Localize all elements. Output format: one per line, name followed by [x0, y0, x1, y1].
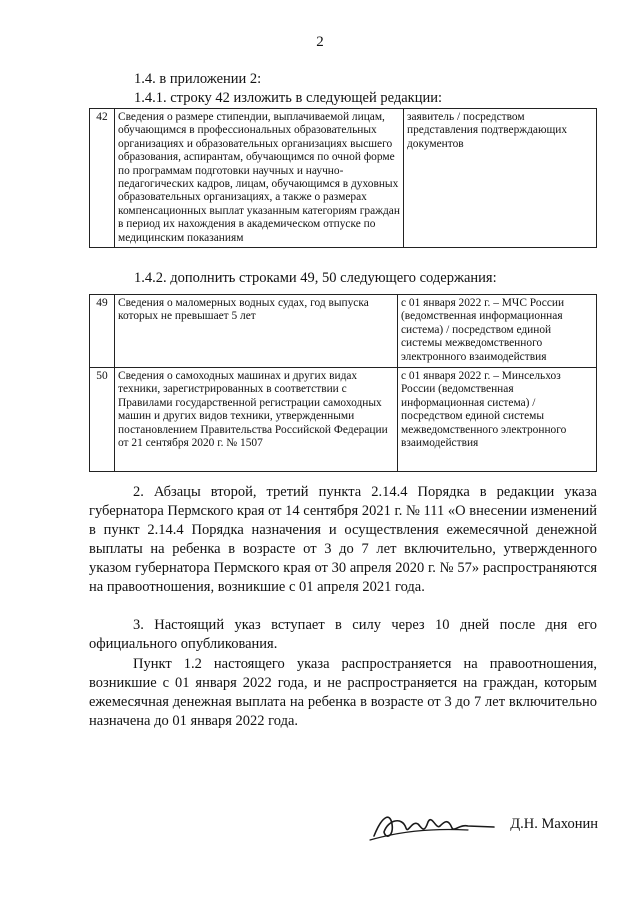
page-number: 2: [316, 34, 324, 50]
section-1-4-1-heading: 1.4.1. строку 42 изложить в следующей редакции:: [134, 90, 442, 106]
row-description: Сведения о самоходных машинах и других видах техники, зарегистрированных в соответствии с Правилами государственной регистрации самоходных машин и других видов техники, утвержденными постановлением Правительства Российской Федерации от 21 сентября 2020 г. № 1507: [115, 368, 398, 472]
section-1-4-2-heading: 1.4.2. дополнить строками 49, 50 следующего содержания:: [134, 270, 497, 286]
paragraph-3: 3. Настоящий указ вступает в силу через 10 дней после дня его официального опубликования.: [89, 617, 597, 652]
table-row: [90, 109, 597, 248]
section-1-4-heading: 1.4. в приложении 2:: [134, 71, 262, 87]
table-row: [90, 295, 597, 368]
row-description: Сведения о размере стипендии, выплачиваемой лицам, обучающимся в профессиональных образовательных организациях и образовательных организациях высшего образования, аспирантам, обучающимся по очной форме по программам подготовки научных и научно-педагогических кадров, лицам, обучающимся в духовных образовательных организациях, а также о размерах компенсационных выплат указанным категориям граждан в период их нахождения в академическом отпуске по медицинским показаниям: [115, 109, 404, 248]
table-rows-49-50: [89, 294, 597, 472]
row-number: 49: [90, 295, 115, 368]
handwritten-signature-icon: [368, 806, 498, 846]
paragraph-4: Пункт 1.2 настоящего указа распространяется на правоотношения, возникшие с 01 января 2022 года, и не распространяется на граждан, которым ежемесячная денежная выплата на ребенка в возрасте от 3 до 7 лет включительно назначена до 01 января 2022 года.: [89, 656, 597, 729]
signature-block: [368, 806, 598, 846]
paragraph-2: 2. Абзацы второй, третий пункта 2.14.4 Порядка в редакции указа губернатора Пермского края от 14 сентября 2021 г. № 111 «О внесении изменений в пункт 2.14.4 Порядка назначения и осуществления ежемесячной денежной выплаты на ребенка в возрасте от 3 до 7 лет включительно, утвержденного указом губернатора Пермского края от 30 апреля 2020 г. № 57» распространяются на правоотношения, возникшие с 01 апреля 2021 года.: [89, 484, 597, 595]
row-source: с 01 января 2022 г. – Минсельхоз России (ведомственная информационная система) / посредством единой системы межведомственного электронного взаимодействия: [398, 368, 597, 472]
row-description: Сведения о маломерных водных судах, год выпуска которых не превышает 5 лет: [115, 295, 398, 368]
row-source: с 01 января 2022 г. – МЧС России (ведомственная информационная система) / посредством единой системы межведомственного электронного взаимодействия: [398, 295, 597, 368]
table-row-42: [89, 108, 597, 248]
row-number: 42: [90, 109, 115, 248]
signer-name: Д.Н. Махонин: [510, 816, 598, 832]
table-row: [90, 368, 597, 472]
row-source: заявитель / посредством представления подтверждающих документов: [404, 109, 597, 248]
row-number: 50: [90, 368, 115, 472]
